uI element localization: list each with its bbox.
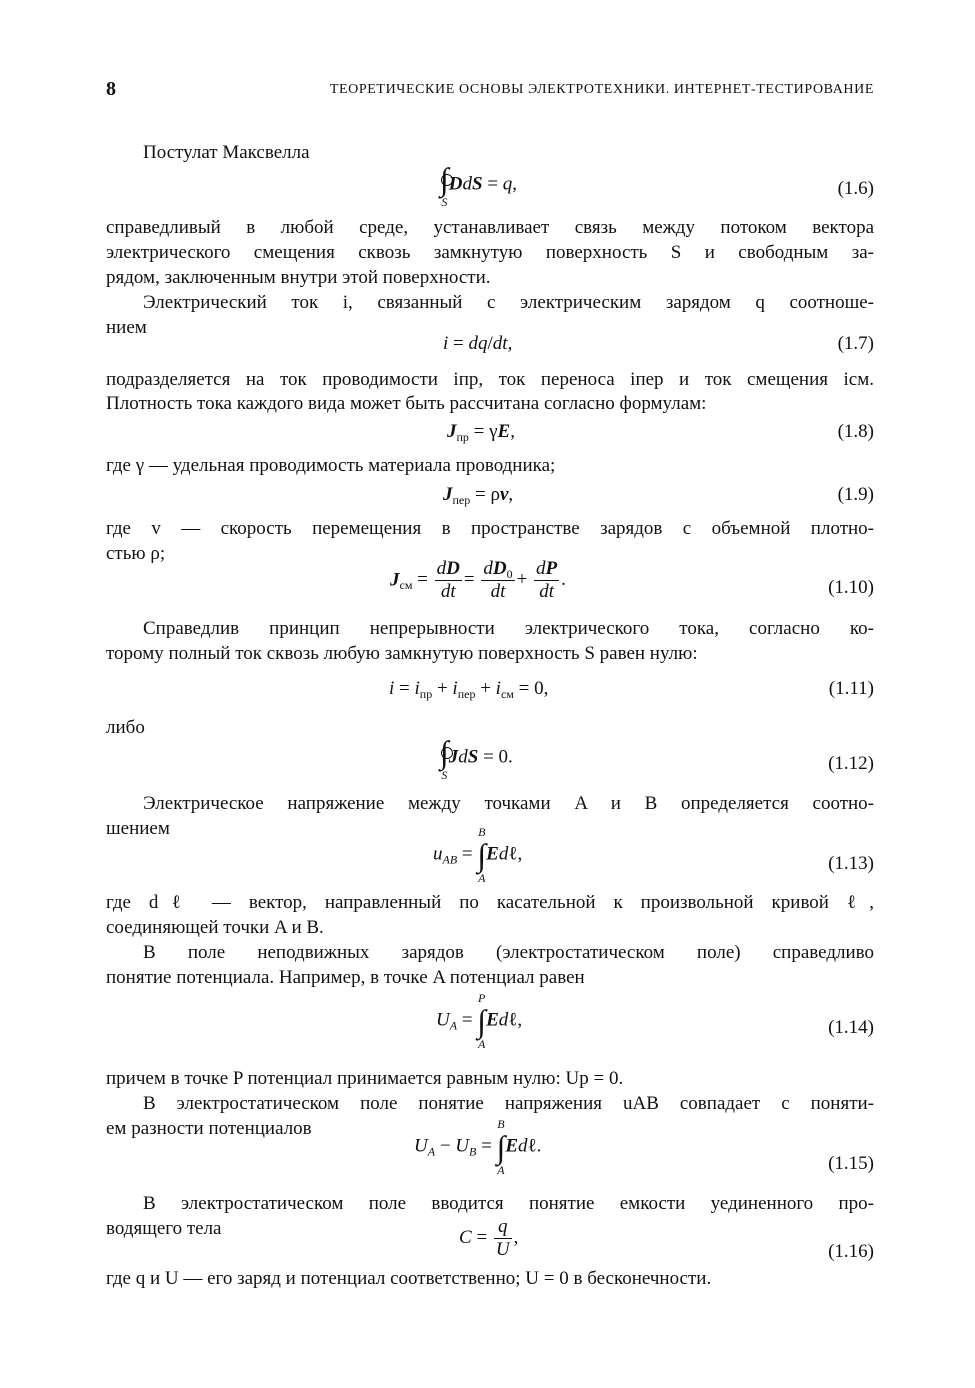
equation-number: (1.12): [828, 753, 874, 774]
text-line: справедливый в любой среде, устанавливает связь между потоком вектора: [106, 217, 874, 238]
equation-1-11: $i = i_{пр} + i_{пер} + i_{см} = 0$,: [389, 678, 549, 701]
equation-1-8: $J_{пр} = \gamma E$,: [447, 421, 515, 444]
equation-1-9: $J_{пер} = \rho v$,: [443, 484, 514, 507]
equation-1-10: $J_{см}$ = $\frac{dD}{dt}$ = $\frac{dD_0}{dt}$ + $\frac{dP}{dt}$ .: [390, 558, 566, 602]
text-line: Справедлив принцип непрерывности электрического тока, согласно ко-: [143, 618, 874, 639]
text-line: Электрический ток i, связанный с электрическим зарядом q соотноше-: [143, 292, 874, 313]
equation-number: (1.16): [828, 1241, 874, 1262]
equation-number: (1.7): [837, 333, 874, 354]
equation-1-7: i = dq/dt,: [443, 333, 513, 354]
equation-number: (1.10): [828, 577, 874, 598]
text-line: причем в точке P потенциал принимается равным нулю: Up = 0.: [106, 1068, 624, 1089]
text-line: В электростатическом поле вводится понятие емкости уединенного про-: [143, 1193, 874, 1214]
text-line: рядом, заключенным внутри этой поверхности.: [106, 267, 491, 288]
equation-number: (1.6): [837, 178, 874, 199]
equation-number: (1.11): [828, 678, 874, 699]
equation-1-15: $U_A - U_B$ = B ∫ A Edℓ.: [414, 1117, 542, 1177]
page-number: 8: [106, 78, 116, 100]
text-line: электрического смещения сквозь замкнутую поверхность S и свободным за-: [106, 242, 874, 263]
text-line: где dℓ — вектор, направленный по касательной к произвольной кривой ℓ,: [106, 892, 874, 913]
equation-number: (1.8): [837, 421, 874, 442]
equation-number: (1.9): [837, 484, 874, 505]
equation-1-14: $U_A$ = P ∫ A Edℓ,: [436, 991, 523, 1051]
text-line: торому полный ток сквозь любую замкнутую поверхность S равен нулю:: [106, 643, 698, 664]
equation-1-6: ∫ S DdS = q,: [440, 161, 518, 209]
text-line: Плотность тока каждого вида может быть рассчитана согласно формулам:: [106, 393, 707, 414]
text-line: ем разности потенциалов: [106, 1118, 312, 1139]
text-line: В электростатическом поле понятие напряжения uAB совпадает с поняти-: [143, 1093, 874, 1114]
equation-1-13: $u_{AB}$ = B ∫ A Edℓ,: [433, 825, 523, 885]
text-line: нием: [106, 317, 147, 338]
text-line: стью ρ;: [106, 543, 166, 564]
text-line: водящего тела: [106, 1218, 222, 1239]
text-line: соединяющей точки A и B.: [106, 917, 324, 938]
text-line: либо: [106, 717, 145, 738]
text-line: где v — скорость перемещения в пространстве зарядов с объемной плотно-: [106, 518, 874, 539]
running-title: ТЕОРЕТИЧЕСКИЕ ОСНОВЫ ЭЛЕКТРОТЕХНИКИ. ИНТЕРНЕТ-ТЕСТИРОВАНИЕ: [329, 82, 874, 97]
equation-1-16: C = $\frac{q}{U}$ ,: [459, 1216, 519, 1260]
text-line: шением: [106, 818, 170, 839]
equation-number: (1.14): [828, 1017, 874, 1038]
text-line: где q и U — его заряд и потенциал соответственно; U = 0 в бесконечности.: [106, 1268, 712, 1289]
equation-number: (1.15): [828, 1153, 874, 1174]
text-line: Постулат Максвелла: [143, 142, 310, 163]
text-line: Электрическое напряжение между точками A и B определяется соотно-: [143, 793, 874, 814]
text-line: В поле неподвижных зарядов (электростатическом поле) справедливо: [143, 942, 874, 963]
text-line: подразделяется на ток проводимости iпр, ток переноса iпер и ток смещения iсм.: [106, 369, 874, 390]
equation-1-12: ∫ S JdS = 0.: [440, 734, 513, 782]
equation-number: (1.13): [828, 853, 874, 874]
text-line: понятие потенциала. Например, в точке A потенциал равен: [106, 967, 585, 988]
text-line: где γ — удельная проводимость материала проводника;: [106, 455, 556, 476]
